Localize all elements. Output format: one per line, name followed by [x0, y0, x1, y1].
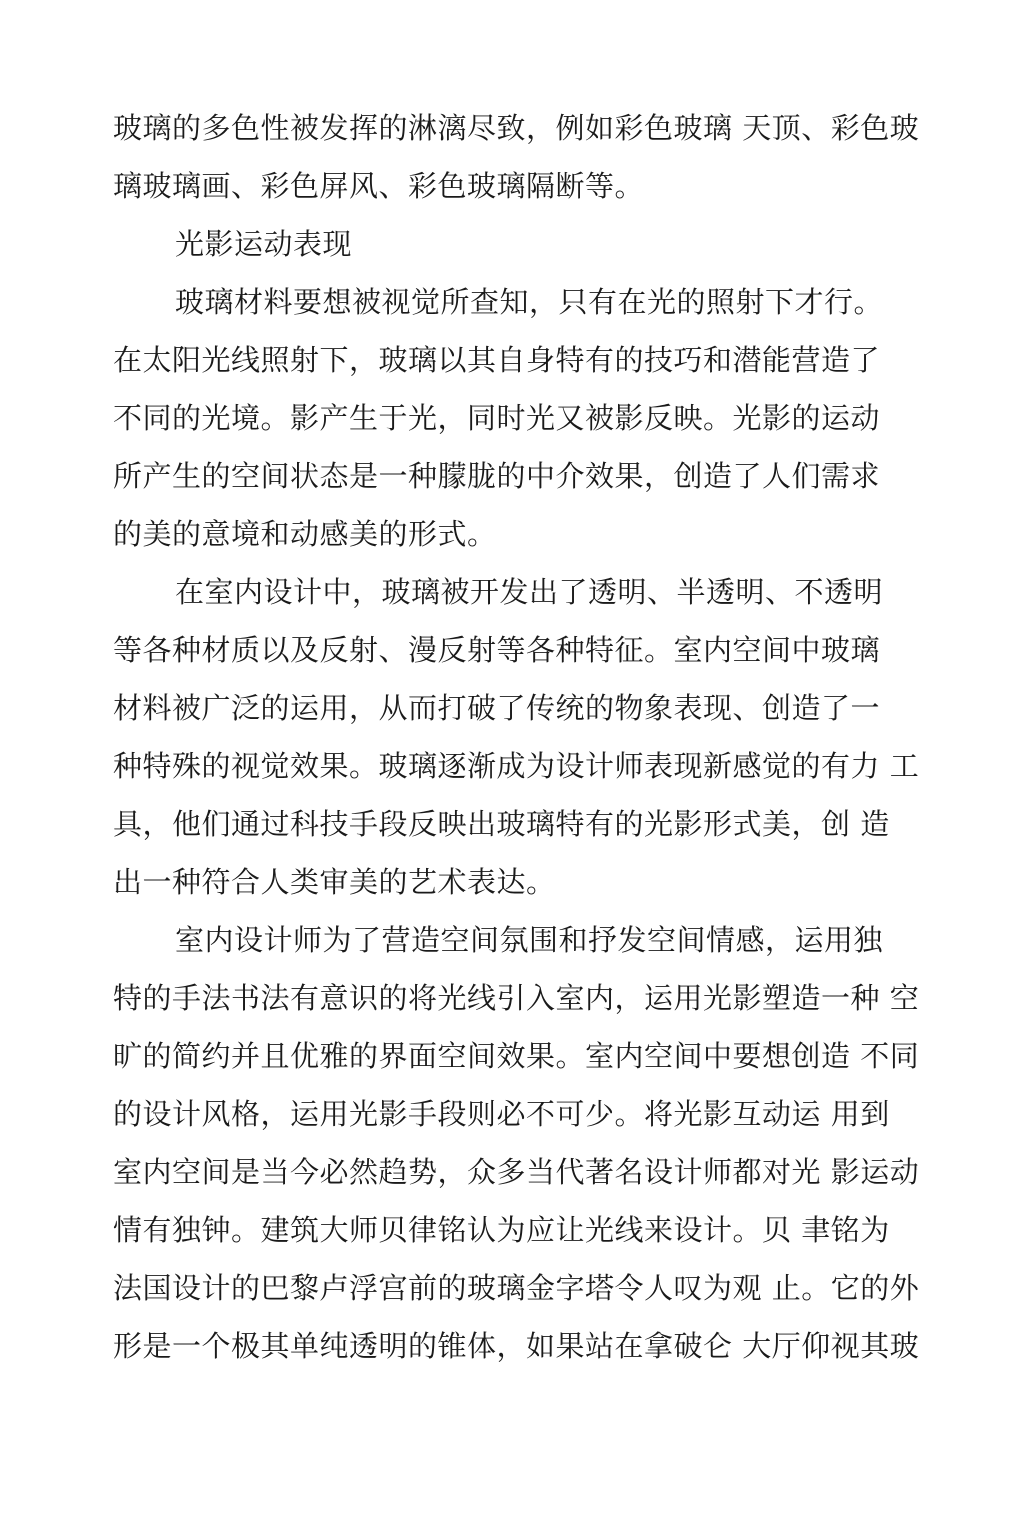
text-line: 的美的意境和动感美的形式。: [113, 517, 497, 551]
text-line: 璃玻璃画、彩色屏风、彩色玻璃隔断等。: [113, 169, 645, 203]
text-line: 玻璃的多色性被发挥的淋漓尽致，例如彩色玻璃 天顶、彩色玻: [113, 111, 920, 145]
text-line: 的设计风格，运用光影手段则必不可少。将光影互动运 用到: [113, 1097, 890, 1131]
text-line: 种特殊的视觉效果。玻璃逐渐成为设计师表现新感觉的有力 工: [113, 749, 920, 783]
text-line: 旷的简约并且优雅的界面空间效果。室内空间中要想创造 不同: [113, 1039, 920, 1073]
text-line: 不同的光境。影产生于光，同时光又被影反映。光影的运动: [113, 401, 881, 435]
text-line: 等各种材质以及反射、漫反射等各种特征。室内空间中玻璃: [113, 633, 881, 667]
text-line: 出一种符合人类审美的艺术表达。: [113, 865, 556, 899]
text-line: 室内空间是当今必然趋势，众多当代著名设计师都对光 影运动: [113, 1155, 920, 1189]
text-line: 材料被广泛的运用，从而打破了传统的物象表现、创造了一: [113, 691, 881, 725]
text-line: 法国设计的巴黎卢浮宫前的玻璃金字塔令人叹为观 止。它的外: [113, 1271, 920, 1305]
text-line: 在太阳光线照射下，玻璃以其自身特有的技巧和潜能营造了: [113, 343, 881, 377]
text-line: 玻璃材料要想被视觉所查知，只有在光的照射下才行。: [175, 285, 884, 319]
text-line: 在室内设计中，玻璃被开发出了透明、半透明、不透明: [175, 575, 884, 609]
text-line: 形是一个极其单纯透明的锥体，如果站在拿破仑 大厅仰视其玻: [113, 1329, 920, 1363]
body-text: [113, 99, 920, 1375]
section-heading: 光影运动表现: [175, 227, 353, 261]
text-line: 所产生的空间状态是一种朦胧的中介效果，创造了人们需求: [113, 459, 881, 493]
text-line: 室内设计师为了营造空间氛围和抒发空间情感，运用独: [175, 923, 884, 957]
text-line: 情有独钟。建筑大师贝律铭认为应让光线来设计。贝 聿铭为: [113, 1213, 890, 1247]
text-line: 具，他们通过科技手段反映出玻璃特有的光影形式美，创 造: [113, 807, 890, 841]
text-line: 特的手法书法有意识的将光线引入室内，运用光影塑造一种 空: [113, 981, 920, 1015]
